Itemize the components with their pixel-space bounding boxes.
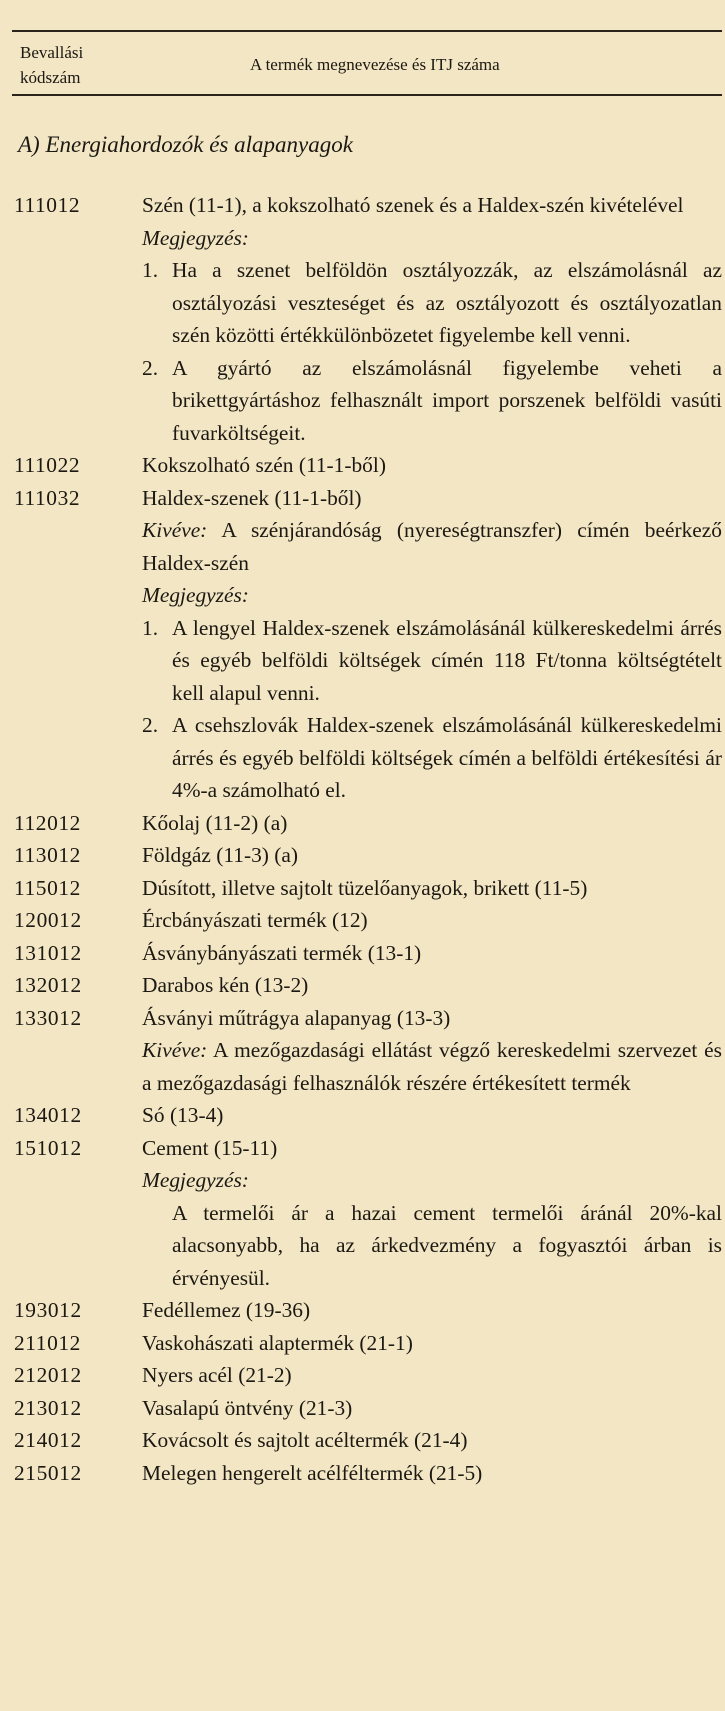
header-top-rule xyxy=(12,30,722,32)
product-name: Só (13-4) xyxy=(142,1103,224,1127)
table-row xyxy=(0,1457,725,1490)
exception xyxy=(142,1034,722,1099)
product-name: Darabos kén (13-2) xyxy=(142,973,309,997)
row-code: 212012 xyxy=(14,1363,82,1387)
row-code: 111012 xyxy=(14,193,81,217)
except-text: A mezőgazdasági ellátást végző kereskedelmi szervezet és a mezőgazdasági felhasználók részére értékesített termék xyxy=(142,1038,722,1095)
product-name: Ásványi műtrágya alapanyag (13-3) xyxy=(142,1005,451,1030)
header-code-column xyxy=(20,40,140,90)
table-row xyxy=(0,872,725,905)
product-name: Kokszolható szén (11-1-ből) xyxy=(142,453,386,477)
row-content xyxy=(142,189,722,449)
note-label: Megjegyzés: xyxy=(142,225,249,250)
table-row xyxy=(0,969,725,1002)
table-row xyxy=(0,807,725,840)
note-text: A csehszlovák Haldex-szenek elszámolásánál külkereskedelmi árrés és egyéb belföldi költségek címén a belföldi értékesítési ár 4%-a számolható el. xyxy=(172,713,722,802)
row-code: 115012 xyxy=(14,875,81,900)
note-list xyxy=(142,612,722,807)
note-number: 1. xyxy=(142,615,159,640)
row-code: 111022 xyxy=(14,453,81,477)
note-number: 2. xyxy=(142,713,159,737)
table-row xyxy=(0,1002,725,1100)
table-row xyxy=(0,904,725,937)
row-code: 214012 xyxy=(14,1428,82,1452)
header-name-column: A termék megnevezése és ITJ száma xyxy=(250,55,500,74)
header-code-line2: kódszám xyxy=(20,68,81,87)
note-label: Megjegyzés: xyxy=(142,583,249,607)
note-list xyxy=(142,254,722,449)
note-item xyxy=(142,709,722,807)
row-content xyxy=(142,1132,722,1295)
row-code: 211012 xyxy=(14,1330,81,1355)
table-row xyxy=(0,1132,725,1295)
table-row xyxy=(0,1392,725,1425)
note-label: Megjegyzés: xyxy=(142,1168,249,1192)
row-code: 193012 xyxy=(14,1298,82,1322)
table-row xyxy=(0,1294,725,1327)
table-row xyxy=(0,1327,725,1360)
except-text: A szénjárandóság (nyereségtranszfer) címén beérkező Haldex-szén xyxy=(142,518,722,575)
product-name: Dúsított, illetve sajtolt tüzelőanyagok, brikett (11-5) xyxy=(142,875,588,900)
table-row xyxy=(0,449,725,482)
table-row xyxy=(0,189,725,449)
note-number: 2. xyxy=(142,355,159,380)
table-row xyxy=(0,839,725,872)
header-code-line1: Bevallási xyxy=(20,43,84,62)
product-name: Szén (11-1), a kokszolható szenek és a Haldex-szén kivételével xyxy=(142,193,684,217)
row-code: 113012 xyxy=(14,843,81,867)
product-name: Ásványbányászati termék (13-1) xyxy=(142,940,422,965)
product-name: Haldex-szenek (11-1-ből) xyxy=(142,485,362,510)
table-row xyxy=(0,1099,725,1132)
row-content xyxy=(142,482,722,807)
product-name: Nyers acél (21-2) xyxy=(142,1363,292,1387)
row-code: 133012 xyxy=(14,1005,82,1030)
except-label: Kivéve: xyxy=(142,1038,208,1062)
row-code: 131012 xyxy=(14,940,82,965)
table-row xyxy=(0,482,725,807)
row-code: 112012 xyxy=(14,810,81,835)
table-row xyxy=(0,1424,725,1457)
row-code: 151012 xyxy=(14,1135,82,1160)
note-text: A gyártó az elszámolásnál figyelembe veheti a brikettgyártáshoz felhasznált import porszenek belföldi vasúti fuvarköltségeit. xyxy=(172,355,722,445)
row-code: 215012 xyxy=(14,1460,82,1485)
table-header xyxy=(12,38,722,92)
row-code: 213012 xyxy=(14,1395,82,1420)
table-row xyxy=(0,937,725,970)
note-text: A termelői ár a hazai cement termelői áránál 20%-kal alacsonyabb, ha az árkedvezmény a fogyasztói árban is érvényesül. xyxy=(172,1200,722,1290)
exception xyxy=(142,514,722,579)
product-name: Ércbányászati termék (12) xyxy=(142,908,368,932)
row-content xyxy=(142,1002,722,1100)
product-name: Melegen hengerelt acélféltermék (21-5) xyxy=(142,1460,483,1485)
note-number: 1. xyxy=(142,258,159,282)
note-text: A lengyel Haldex-szenek elszámolásánál külkereskedelmi árrés és egyéb belföldi költségek címén 118 Ft/tonna költségtételt kell alapul venni. xyxy=(172,615,722,705)
note-item xyxy=(142,352,722,450)
product-name: Cement (15-11) xyxy=(142,1135,278,1160)
row-code: 120012 xyxy=(14,908,82,932)
note-item xyxy=(142,254,722,352)
header-bottom-rule xyxy=(12,94,722,96)
section-title: A) Energiahordozók és alapanyagok xyxy=(18,132,353,157)
product-name: Fedéllemez (19-36) xyxy=(142,1298,311,1322)
note-text: Ha a szenet belföldön osztályozzák, az elszámolásnál az osztályozási veszteséget és az osztályozott és osztályozatlan szén közötti értékkülönbözetet figyelembe kell venni. xyxy=(172,258,722,347)
except-label: Kivéve: xyxy=(142,518,208,542)
product-name: Kőolaj (11-2) (a) xyxy=(142,810,288,835)
product-name: Vaskohászati alaptermék (21-1) xyxy=(142,1330,413,1355)
row-code: 134012 xyxy=(14,1103,82,1127)
row-code: 132012 xyxy=(14,973,82,997)
table-row xyxy=(0,1359,725,1392)
product-name: Vasalapú öntvény (21-3) xyxy=(142,1395,353,1420)
product-list xyxy=(0,189,725,1489)
row-code: 111032 xyxy=(14,485,81,510)
product-name: Kovácsolt és sajtolt acéltermék (21-4) xyxy=(142,1428,468,1452)
note-item xyxy=(142,612,722,710)
product-name: Földgáz (11-3) (a) xyxy=(142,843,299,867)
